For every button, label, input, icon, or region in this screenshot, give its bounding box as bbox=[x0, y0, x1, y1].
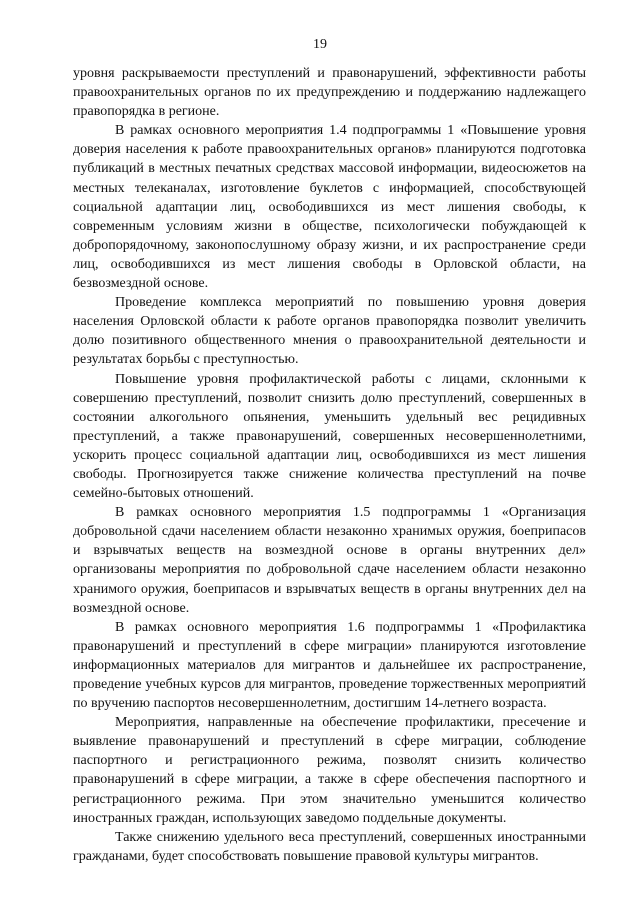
paragraph-legal-culture: Также снижению удельного веса преступлений, совершенных иностранными гражданами, будет способствовать повышение правовой культуры мигрантов. bbox=[73, 829, 586, 864]
paragraph-prevention-work: Повышение уровня профилактической работы с лицами, склонными к совершению преступлений, позволит снизить долю преступлений, совершенных в состоянии алкогольного опьянения, уменьшить удельный вес рецидивных преступлений, а также правонарушений, совершенных несовершеннолетними, ускорить процесс социальной адаптации лиц, освободившихся из мест лишения свободы. Прогнозируется также снижение количества преступлений на почве семейно-бытовых отношений. bbox=[73, 371, 586, 502]
paragraph-continuation: уровня раскрываемости преступлений и правонарушений, эффективности работы правоохранительных органов по их предупреждению и поддержанию надлежащего правопорядка в регионе. bbox=[73, 66, 586, 120]
document-body bbox=[73, 64, 586, 866]
paragraph-measure-1-4: В рамках основного мероприятия 1.4 подпрограммы 1 «Повышение уровня доверия населения к работе правоохранительных органов» планируются подготовка публикаций в местных печатных средствах массовой информации, видеосюжетов на местных телеканалах, изготовление буклетов с информацией, способствующей социальной адаптации лиц, освободившихся из мест лишения свободы, к современным условиям жизни в обществе, психологически побуждающей к добропорядочному, законопослушному образу жизни, и их распространение среди лиц, освободившихся из мест лишения свободы в Орловской области, на безвозмездной основе. bbox=[73, 123, 586, 292]
paragraph-measure-1-5: В рамках основного мероприятия 1.5 подпрограммы 1 «Организация добровольной сдачи населением области незаконно хранимых оружия, боеприпасов и взрывчатых веществ на возмездной основе в органы внутренних дел» организованы мероприятия по добровольной сдаче населением области незаконно хранимого оружия, боеприпасов и взрывчатых веществ в органы внутренних дел на возмездной основе. bbox=[73, 505, 586, 616]
paragraph-public-trust: Проведение комплекса мероприятий по повышению уровня доверия населения Орловской области к работе органов правопорядка позволит увеличить долю позитивного общественного мнения о правоохранительной деятельности и результатах борьбы с преступностью. bbox=[73, 295, 586, 368]
paragraph-measure-1-6: В рамках основного мероприятия 1.6 подпрограммы 1 «Профилактика правонарушений и преступлений в сфере миграции» планируются изготовление информационных материалов для мигрантов и дальнейшее их распространение, проведение учебных курсов для мигрантов, проведение торжественных мероприятий по вручению паспортов несовершеннолетним, достигшим 14-летнего возраста. bbox=[73, 619, 586, 712]
page-number: 19 bbox=[313, 37, 327, 52]
paragraph-migration-measures: Мероприятия, направленные на обеспечение профилактики, пресечение и выявление правонарушений и преступлений в сфере миграции, соблюдение паспортного и регистрационного режима, позволят снизить количество правонарушений в сфере миграции, а также в сфере обеспечения паспортного и регистрационного режима. При этом значительно уменьшится количество иностранных граждан, использующих заведомо поддельные документы. bbox=[73, 715, 586, 826]
